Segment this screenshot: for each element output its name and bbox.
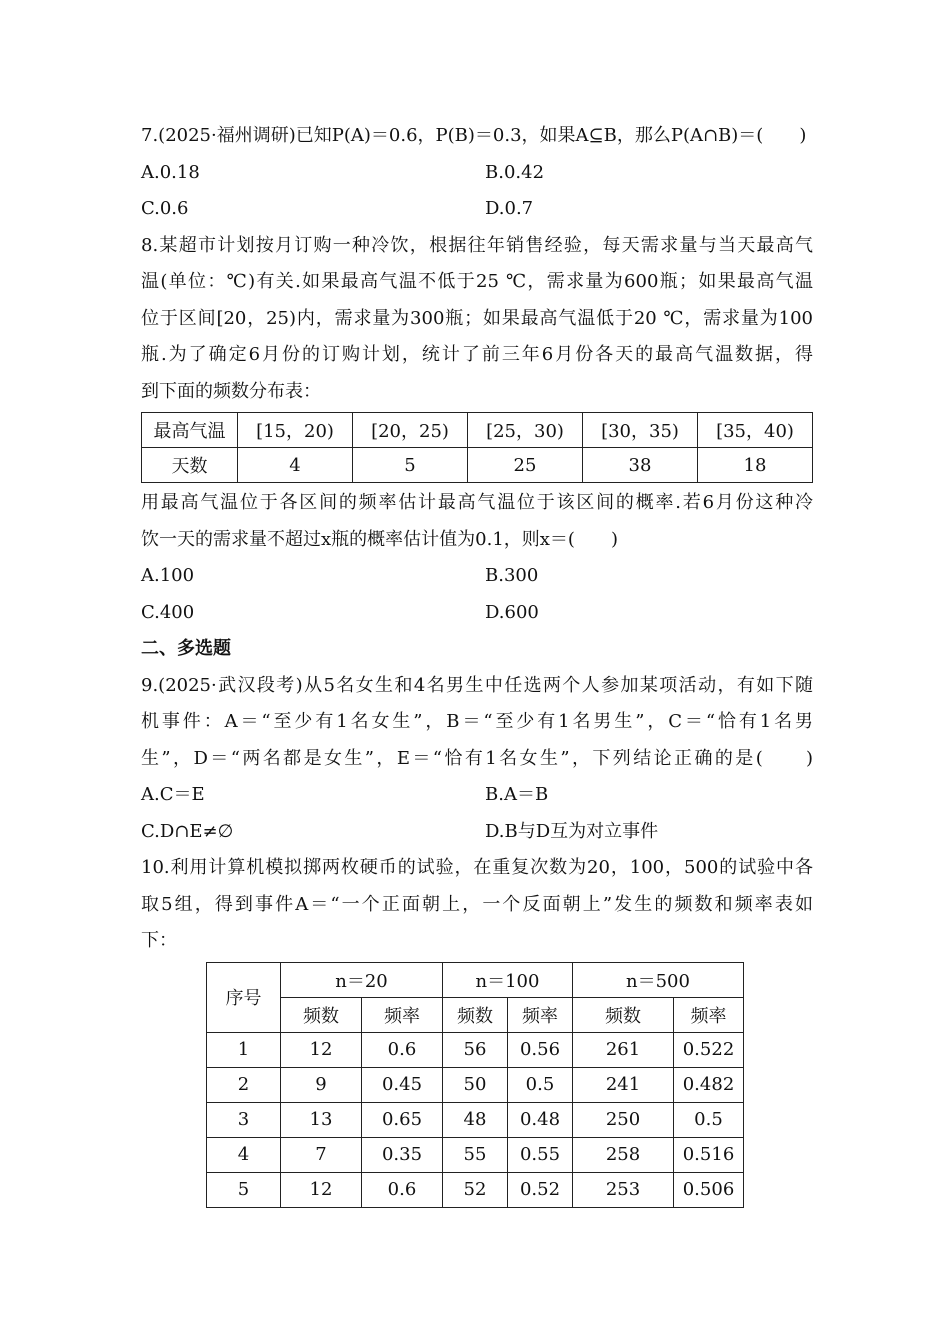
table-cell: 2 (207, 1067, 281, 1102)
table-cell: 258 (573, 1137, 674, 1172)
table-cell: 0.506 (674, 1172, 744, 1207)
table-row (142, 413, 813, 448)
table-cell: 0.6 (362, 1172, 443, 1207)
table-cell: 250 (573, 1102, 674, 1137)
table-cell: 0.5 (508, 1067, 573, 1102)
q9-option-a[interactable]: A.C＝E (141, 784, 205, 805)
table-cell: [30，35) (583, 413, 698, 448)
q9-line-3: 生”，D＝“两名都是女生”，E＝“恰有1名女生”，下列结论正确的是( ) (141, 747, 813, 769)
table-header-cell: 频率 (674, 997, 744, 1032)
q8-option-c[interactable]: C.400 (141, 601, 195, 623)
table-cell: 12 (281, 1172, 362, 1207)
q7-options-row1 (141, 155, 813, 192)
table-cell: [35，40) (698, 413, 813, 448)
q9-option-c[interactable]: C.D∩E≠∅ (141, 820, 234, 842)
table-header-cell: 频率 (508, 997, 573, 1032)
table-row (207, 1102, 744, 1137)
table-cell: 最高气温 (142, 413, 238, 448)
table-cell: 56 (443, 1032, 508, 1067)
q10-line-3: 下： (141, 930, 177, 951)
q9-options-row2 (141, 814, 813, 851)
table-cell: 0.55 (508, 1137, 573, 1172)
q8-option-a[interactable]: A.100 (141, 565, 195, 586)
table-row (207, 1032, 744, 1067)
table-cell: 0.35 (362, 1137, 443, 1172)
table-row (207, 1172, 744, 1207)
table-cell: [15，20) (238, 413, 353, 448)
table-cell: 4 (238, 448, 353, 483)
q8-option-d[interactable]: D.600 (485, 601, 539, 623)
q8-line-4: 瓶.为了确定6月份的订购计划，统计了前三年6月份各天的最高气温数据，得 (141, 344, 813, 365)
q8-after-line-1: 用最高气温位于各区间的频率估计最高气温位于该区间的概率.若6月份这种冷 (141, 492, 813, 513)
table-cell: 7 (281, 1137, 362, 1172)
table-header-cell: n＝100 (443, 962, 573, 997)
q8-option-b[interactable]: B.300 (485, 565, 539, 586)
table-header-cell: n＝20 (281, 962, 443, 997)
q7-option-a[interactable]: A.0.18 (141, 161, 200, 183)
q9-option-b[interactable]: B.A＝B (485, 784, 549, 805)
table-cell: 55 (443, 1137, 508, 1172)
table-header-row (207, 962, 744, 997)
q8-line-2: 温(单位：℃)有关.如果最高气温不低于25 ℃，需求量为600瓶；如果最高气温 (141, 271, 813, 292)
table-header-cell: 序号 (207, 962, 281, 1032)
table-cell: 0.5 (674, 1102, 744, 1137)
table-cell: [25，30) (468, 413, 583, 448)
table-cell: 50 (443, 1067, 508, 1102)
q9-option-d[interactable]: D.B与D互为对立事件 (485, 820, 659, 842)
table-cell: 5 (353, 448, 468, 483)
table-cell: 25 (468, 448, 583, 483)
table-cell: 5 (207, 1172, 281, 1207)
table-subheader-row (207, 997, 744, 1032)
q7-option-d[interactable]: D.0.7 (485, 198, 534, 219)
table-header-cell: 频率 (362, 997, 443, 1032)
table-cell: 9 (281, 1067, 362, 1102)
table-header-cell: 频数 (573, 997, 674, 1032)
q7-option-c[interactable]: C.0.6 (141, 198, 189, 219)
table-cell: 1 (207, 1032, 281, 1067)
coin-simulation-table (206, 962, 744, 1208)
table-header-cell: n＝500 (573, 962, 744, 997)
table-cell: 0.52 (508, 1172, 573, 1207)
table-cell: 0.6 (362, 1032, 443, 1067)
temperature-frequency-table (141, 412, 813, 483)
q8-line-3: 位于区间[20，25)内，需求量为300瓶；如果最高气温低于20 ℃，需求量为100 (141, 307, 813, 329)
q7-option-b[interactable]: B.0.42 (485, 161, 545, 183)
q8-after-line-2: 饮一天的需求量不超过x瓶的概率估计值为0.1，则x＝( ) (141, 528, 618, 550)
table-cell: 天数 (142, 448, 238, 483)
table-cell: [20，25) (353, 413, 468, 448)
table-cell: 261 (573, 1032, 674, 1067)
table-row (142, 448, 813, 483)
table-cell: 0.56 (508, 1032, 573, 1067)
q10-line-1: 10.利用计算机模拟掷两枚硬币的试验，在重复次数为20，100，500的试验中各 (141, 857, 813, 878)
table-cell: 18 (698, 448, 813, 483)
q8-line-5: 到下面的频数分布表： (141, 380, 321, 402)
table-cell: 0.45 (362, 1067, 443, 1102)
table-row (207, 1137, 744, 1172)
table-cell: 0.516 (674, 1137, 744, 1172)
table-cell: 52 (443, 1172, 508, 1207)
table-cell: 4 (207, 1137, 281, 1172)
table-header-cell: 频数 (281, 997, 362, 1032)
table-cell: 241 (573, 1067, 674, 1102)
table-cell: 0.482 (674, 1067, 744, 1102)
table-cell: 0.65 (362, 1102, 443, 1137)
document-page (141, 118, 813, 1208)
table-header-cell: 频数 (443, 997, 508, 1032)
q9-options-row1 (141, 777, 813, 814)
table-cell: 13 (281, 1102, 362, 1137)
table-cell: 3 (207, 1102, 281, 1137)
table-row (207, 1067, 744, 1102)
section-heading: 二、多选题 (141, 638, 231, 659)
q8-options-row2 (141, 595, 813, 632)
q9-line-2: 机事件：A＝“至少有1名女生”，B＝“至少有1名男生”，C＝“恰有1名男 (141, 711, 813, 732)
table-cell: 38 (583, 448, 698, 483)
table-cell: 48 (443, 1102, 508, 1137)
q7-stem: 7.(2025·福州调研)已知P(A)＝0.6，P(B)＝0.3，如果A⊆B，那么P(A∩B)＝( ) (141, 125, 807, 146)
table-cell: 253 (573, 1172, 674, 1207)
q8-line-1: 8.某超市计划按月订购一种冷饮，根据往年销售经验，每天需求量与当天最高气 (141, 234, 813, 256)
q9-line-1: 9.(2025·武汉段考)从5名女生和4名男生中任选两个人参加某项活动，有如下随 (141, 674, 813, 696)
q7-options-row2 (141, 191, 813, 228)
q8-options-row1 (141, 558, 813, 595)
q10-line-2: 取5组，得到事件A＝“一个正面朝上，一个反面朝上”发生的频数和频率表如 (141, 893, 813, 915)
table-cell: 0.48 (508, 1102, 573, 1137)
table-cell: 0.522 (674, 1032, 744, 1067)
table-cell: 12 (281, 1032, 362, 1067)
